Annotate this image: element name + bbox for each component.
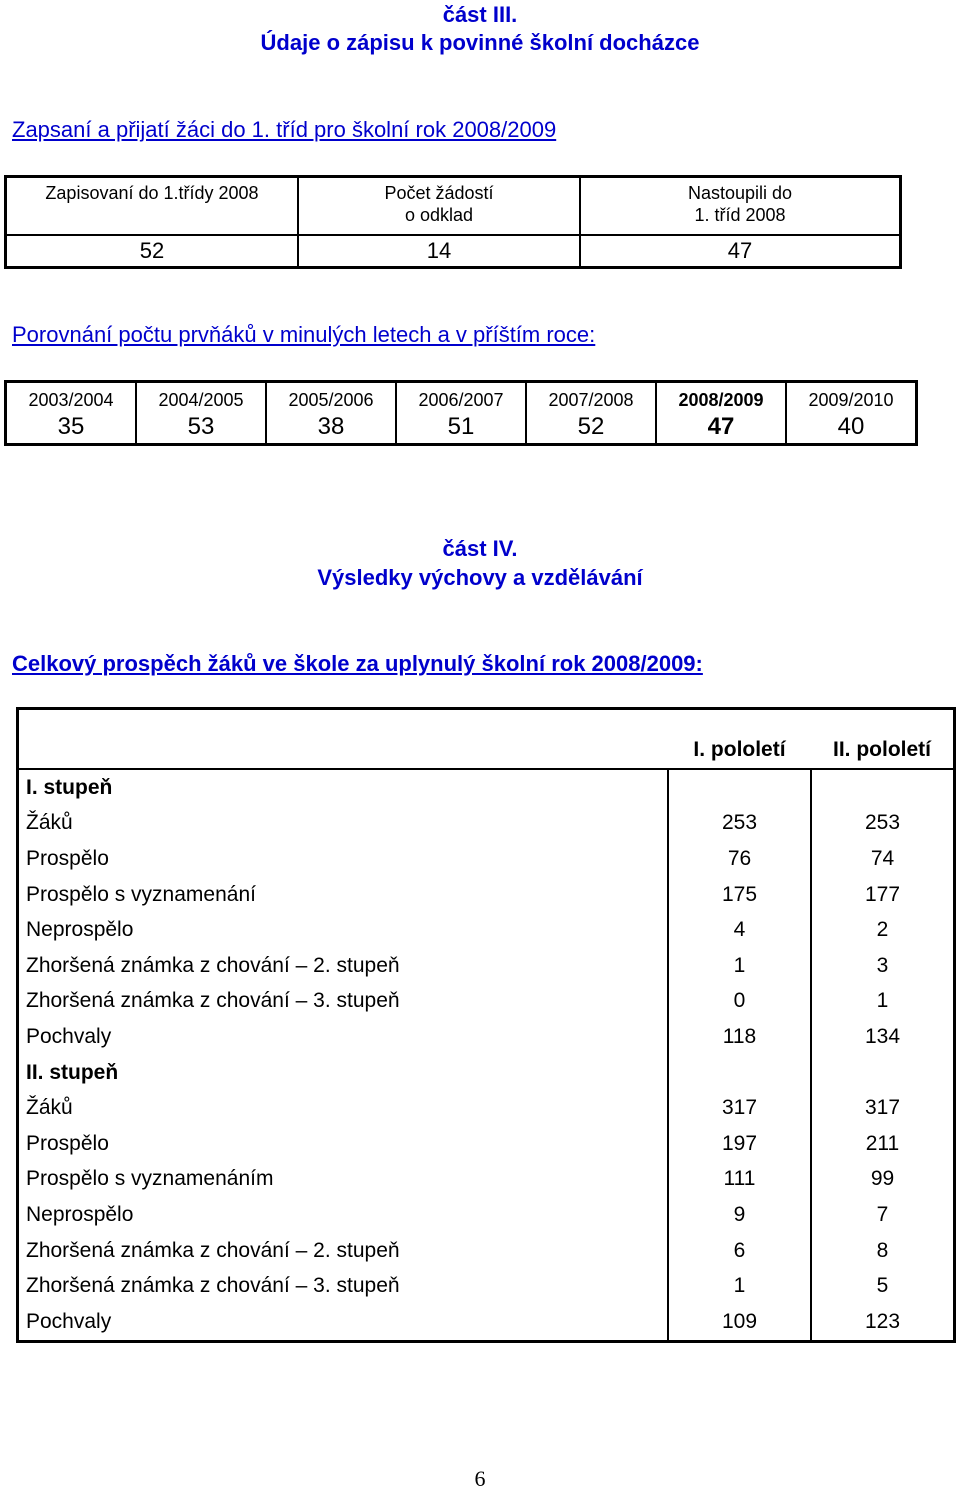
enrollment-header-cell — [6, 177, 299, 236]
second-half-value: 3 — [811, 948, 955, 984]
first-half-value: 317 — [668, 1090, 811, 1126]
count-cell-current: 47 — [656, 411, 786, 445]
year-cell: 2007/2008 — [526, 382, 656, 412]
results-row — [18, 877, 955, 913]
second-half-value: 177 — [811, 877, 955, 913]
results-row — [18, 806, 955, 842]
count-cell: 40 — [786, 411, 917, 445]
second-half-value: 8 — [811, 1233, 955, 1269]
year-cell: 2009/2010 — [786, 382, 917, 412]
results-row — [18, 1126, 955, 1162]
row-label: Pochvaly — [26, 1309, 112, 1333]
results-row — [18, 841, 955, 877]
second-half-value: 7 — [811, 1197, 955, 1233]
second-half-value: 317 — [811, 1090, 955, 1126]
row-label: Zhoršená známka z chování – 3. stupeň — [26, 989, 400, 1013]
row-label: Zhoršená známka z chování – 3. stupeň — [26, 1274, 400, 1298]
first-half-value — [668, 1055, 811, 1091]
second-half-value — [811, 769, 955, 806]
results-group-row — [18, 1055, 955, 1091]
part4-subtitle: Výsledky výchovy a vzdělávání — [317, 565, 643, 590]
count-cell: 52 — [526, 411, 656, 445]
count-cell: 51 — [396, 411, 526, 445]
year-cell-current: 2008/2009 — [656, 382, 786, 412]
row-label: I. stupeň — [26, 775, 113, 799]
year-cell: 2003/2004 — [28, 390, 114, 410]
enrollment-header-cell — [580, 177, 901, 236]
header-line: 1. tříd 2008 — [694, 205, 786, 225]
first-half-value: 1 — [668, 1268, 811, 1304]
year-cell: 2004/2005 — [136, 382, 266, 412]
second-half-value — [811, 1055, 955, 1091]
results-row — [18, 1162, 955, 1198]
row-label: Žáků — [26, 811, 73, 835]
comparison-table — [4, 380, 918, 446]
first-half-value: 118 — [668, 1019, 811, 1055]
row-label: Neprospělo — [26, 918, 134, 942]
row-label: II. stupeň — [26, 1060, 119, 1084]
results-table — [16, 707, 956, 1343]
results-heading: Celkový prospěch žáků ve škole za uplynulý školní rok 2008/2009: — [12, 651, 703, 676]
results-row — [18, 912, 955, 948]
row-label: Prospělo — [26, 846, 109, 870]
header-line: Zapisovaní do 1.třídy 2008 — [45, 183, 259, 203]
second-half-value: 211 — [811, 1126, 955, 1162]
first-half-value: 6 — [668, 1233, 811, 1269]
results-row — [18, 948, 955, 984]
count-cell: 38 — [266, 411, 396, 445]
first-half-value: 109 — [668, 1304, 811, 1341]
second-half-value: 123 — [811, 1304, 955, 1341]
first-half-value: 9 — [668, 1197, 811, 1233]
results-row — [18, 1197, 955, 1233]
header-line: Nastoupili do — [687, 183, 793, 203]
enrollment-value: 52 — [6, 235, 299, 268]
second-half-value: 1 — [811, 984, 955, 1020]
header-line: o odklad — [404, 205, 474, 225]
years-row — [6, 382, 917, 412]
results-body — [18, 769, 955, 1341]
second-half-value: 253 — [811, 806, 955, 842]
year-cell: 2006/2007 — [396, 382, 526, 412]
first-half-value: 76 — [668, 841, 811, 877]
first-half-value: 197 — [668, 1126, 811, 1162]
header-line: Počet žádostí — [384, 183, 494, 203]
first-half-value: 175 — [668, 877, 811, 913]
row-label: Žáků — [26, 1096, 73, 1120]
row-label: Zhoršená známka z chování – 2. stupeň — [26, 1238, 400, 1262]
results-header-blank — [18, 709, 669, 770]
first-half-value: 0 — [668, 984, 811, 1020]
enrollment-value: 14 — [298, 235, 580, 268]
row-label: Prospělo s vyznamenáním — [26, 1167, 274, 1191]
first-half-value — [668, 769, 811, 806]
year-cell: 2005/2006 — [266, 382, 396, 412]
results-header-row — [18, 709, 955, 770]
results-row — [18, 1233, 955, 1269]
first-half-value: 253 — [668, 806, 811, 842]
enrollment-header-row — [6, 177, 901, 236]
enrollment-header-cell — [298, 177, 580, 236]
second-half-value: 2 — [811, 912, 955, 948]
part4-title: část IV. — [442, 536, 518, 561]
counts-row — [6, 411, 917, 445]
second-half-value: 99 — [811, 1162, 955, 1198]
results-row — [18, 1090, 955, 1126]
results-group-row — [18, 769, 955, 806]
results-row — [18, 1304, 955, 1341]
first-half-value: 111 — [668, 1162, 811, 1198]
page-number: 6 — [474, 1466, 486, 1491]
first-half-value: 4 — [668, 912, 811, 948]
row-label: Pochvaly — [26, 1024, 112, 1048]
row-label: Zhoršená známka z chování – 2. stupeň — [26, 953, 400, 977]
results-row — [18, 984, 955, 1020]
first-half-value: 1 — [668, 948, 811, 984]
col-header-second-half: II. pololetí — [811, 709, 955, 770]
row-label: Prospělo — [26, 1131, 109, 1155]
second-half-value: 5 — [811, 1268, 955, 1304]
row-label: Neprospělo — [26, 1202, 134, 1226]
enrolled-heading: Zapsaní a přijatí žáci do 1. tříd pro školní rok 2008/2009 — [12, 117, 557, 142]
second-half-value: 74 — [811, 841, 955, 877]
col-header-first-half: I. pololetí — [668, 709, 811, 770]
results-row — [18, 1019, 955, 1055]
row-label: Prospělo s vyznamenání — [26, 882, 256, 906]
enrollment-table — [4, 175, 902, 269]
second-half-value: 134 — [811, 1019, 955, 1055]
comparison-heading: Porovnání počtu prvňáků v minulých letech a v příštím roce: — [12, 322, 596, 347]
count-cell: 53 — [136, 411, 266, 445]
part3-title: část III. — [442, 2, 518, 27]
enrollment-value-row — [6, 235, 901, 268]
part3-subtitle: Údaje o zápisu k povinné školní docházce — [260, 30, 700, 55]
count-cell: 35 — [57, 413, 85, 440]
results-row — [18, 1268, 955, 1304]
enrollment-value: 47 — [580, 235, 901, 268]
